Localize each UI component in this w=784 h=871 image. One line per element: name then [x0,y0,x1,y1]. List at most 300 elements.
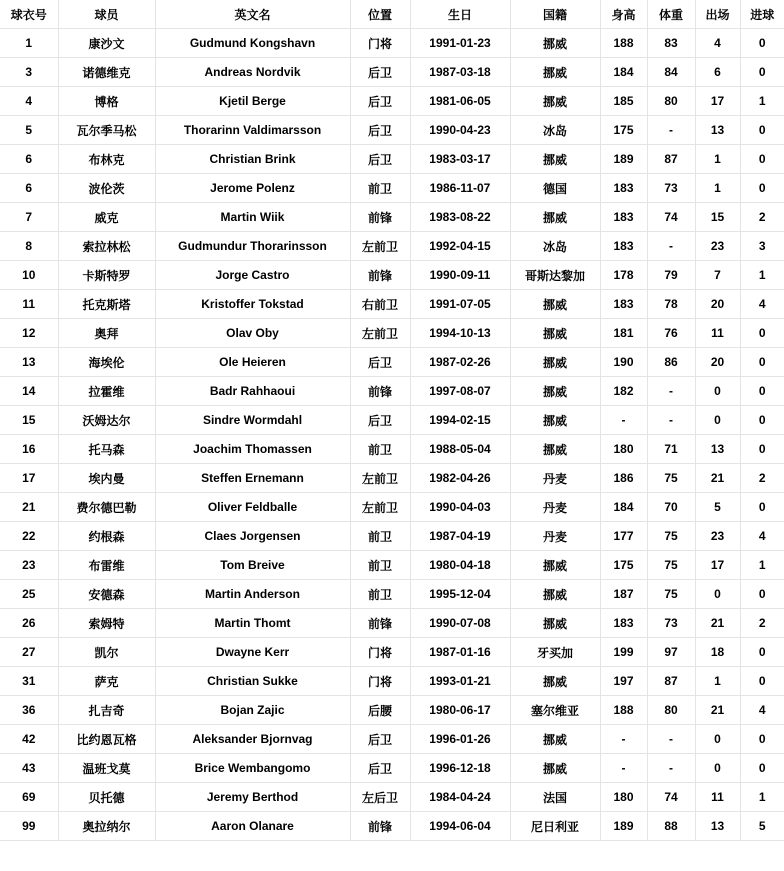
cell-appearances: 21 [695,609,740,638]
cell-weight: - [647,116,695,145]
cell-jersey-number: 69 [0,783,58,812]
column-header-nationality: 国籍 [510,0,600,29]
cell-position: 左前卫 [350,493,410,522]
cell-goals: 0 [740,406,784,435]
cell-jersey-number: 13 [0,348,58,377]
cell-goals: 0 [740,348,784,377]
cell-goals: 2 [740,203,784,232]
cell-weight: 76 [647,319,695,348]
cell-height: 185 [600,87,647,116]
cell-nationality: 挪威 [510,754,600,783]
cell-player-name: 瓦尔季马松 [58,116,155,145]
cell-nationality: 挪威 [510,551,600,580]
cell-jersey-number: 14 [0,377,58,406]
cell-player-name: 海埃伦 [58,348,155,377]
table-row [0,754,784,783]
cell-height: 199 [600,638,647,667]
cell-english-name: Bojan Zajic [155,696,350,725]
column-header-birthday: 生日 [410,0,510,29]
cell-jersey-number: 4 [0,87,58,116]
cell-jersey-number: 99 [0,812,58,841]
cell-appearances: 18 [695,638,740,667]
cell-appearances: 20 [695,348,740,377]
cell-weight: 75 [647,551,695,580]
cell-birthday: 1996-12-18 [410,754,510,783]
cell-english-name: Joachim Thomassen [155,435,350,464]
cell-english-name: Jerome Polenz [155,174,350,203]
cell-height: 188 [600,29,647,58]
cell-position: 右前卫 [350,290,410,319]
cell-nationality: 德国 [510,174,600,203]
cell-height: 183 [600,290,647,319]
cell-goals: 0 [740,174,784,203]
cell-height: 175 [600,551,647,580]
cell-english-name: Jeremy Berthod [155,783,350,812]
cell-player-name: 费尔德巴勒 [58,493,155,522]
cell-goals: 4 [740,290,784,319]
cell-height: 175 [600,116,647,145]
cell-jersey-number: 15 [0,406,58,435]
cell-jersey-number: 1 [0,29,58,58]
cell-weight: - [647,725,695,754]
cell-position: 后卫 [350,406,410,435]
table-row [0,116,784,145]
cell-birthday: 1987-02-26 [410,348,510,377]
cell-nationality: 挪威 [510,348,600,377]
cell-appearances: 0 [695,754,740,783]
cell-player-name: 奥拜 [58,319,155,348]
table-row [0,232,784,261]
cell-player-name: 布雷维 [58,551,155,580]
cell-nationality: 法国 [510,783,600,812]
table-row [0,435,784,464]
cell-goals: 3 [740,232,784,261]
cell-jersey-number: 21 [0,493,58,522]
cell-weight: - [647,754,695,783]
cell-height: 190 [600,348,647,377]
cell-appearances: 13 [695,435,740,464]
cell-english-name: Aaron Olanare [155,812,350,841]
cell-weight: 73 [647,174,695,203]
cell-birthday: 1990-04-23 [410,116,510,145]
cell-jersey-number: 43 [0,754,58,783]
column-header-appearances: 出场 [695,0,740,29]
cell-height: 186 [600,464,647,493]
table-row [0,638,784,667]
cell-nationality: 挪威 [510,725,600,754]
cell-goals: 0 [740,319,784,348]
cell-weight: - [647,377,695,406]
cell-appearances: 13 [695,812,740,841]
cell-weight: 78 [647,290,695,319]
cell-english-name: Christian Brink [155,145,350,174]
cell-jersey-number: 42 [0,725,58,754]
table-row [0,522,784,551]
cell-position: 门将 [350,29,410,58]
cell-player-name: 索拉林松 [58,232,155,261]
cell-height: - [600,406,647,435]
cell-english-name: Gudmundur Thorarinsson [155,232,350,261]
cell-weight: 87 [647,667,695,696]
cell-birthday: 1980-06-17 [410,696,510,725]
table-row [0,609,784,638]
table-row [0,290,784,319]
header-row [0,0,784,29]
cell-english-name: Olav Oby [155,319,350,348]
cell-english-name: Aleksander Bjornvag [155,725,350,754]
cell-jersey-number: 6 [0,174,58,203]
cell-jersey-number: 12 [0,319,58,348]
cell-birthday: 1987-04-19 [410,522,510,551]
table-row [0,696,784,725]
cell-birthday: 1986-11-07 [410,174,510,203]
cell-weight: 97 [647,638,695,667]
cell-nationality: 挪威 [510,87,600,116]
cell-position: 前卫 [350,522,410,551]
cell-goals: 0 [740,493,784,522]
cell-player-name: 安德森 [58,580,155,609]
cell-birthday: 1995-12-04 [410,580,510,609]
cell-nationality: 冰岛 [510,232,600,261]
cell-birthday: 1990-09-11 [410,261,510,290]
cell-player-name: 康沙文 [58,29,155,58]
cell-player-name: 博格 [58,87,155,116]
cell-birthday: 1990-04-03 [410,493,510,522]
cell-position: 门将 [350,667,410,696]
cell-appearances: 0 [695,377,740,406]
cell-height: 180 [600,783,647,812]
table-row [0,319,784,348]
cell-english-name: Brice Wembangomo [155,754,350,783]
cell-weight: 80 [647,87,695,116]
cell-height: 188 [600,696,647,725]
cell-weight: 88 [647,812,695,841]
cell-english-name: Kjetil Berge [155,87,350,116]
cell-player-name: 布林克 [58,145,155,174]
cell-height: 184 [600,58,647,87]
table-body [0,29,784,841]
cell-player-name: 波伦茨 [58,174,155,203]
cell-player-name: 托马森 [58,435,155,464]
cell-appearances: 0 [695,406,740,435]
table-row [0,812,784,841]
cell-position: 后卫 [350,58,410,87]
cell-appearances: 21 [695,696,740,725]
cell-jersey-number: 8 [0,232,58,261]
table-row [0,551,784,580]
table-row [0,725,784,754]
cell-height: 183 [600,203,647,232]
table-row [0,783,784,812]
cell-weight: 83 [647,29,695,58]
cell-appearances: 7 [695,261,740,290]
table-row [0,464,784,493]
cell-goals: 1 [740,551,784,580]
cell-goals: 0 [740,116,784,145]
cell-weight: 87 [647,145,695,174]
cell-english-name: Thorarinn Valdimarsson [155,116,350,145]
cell-height: 178 [600,261,647,290]
cell-english-name: Tom Breive [155,551,350,580]
cell-position: 前锋 [350,261,410,290]
cell-appearances: 13 [695,116,740,145]
cell-player-name: 沃姆达尔 [58,406,155,435]
cell-birthday: 1984-04-24 [410,783,510,812]
table-row [0,377,784,406]
cell-player-name: 诺德维克 [58,58,155,87]
cell-weight: 74 [647,783,695,812]
cell-goals: 1 [740,87,784,116]
cell-height: 183 [600,232,647,261]
column-header-jersey-number: 球衣号 [0,0,58,29]
cell-player-name: 萨克 [58,667,155,696]
cell-birthday: 1983-08-22 [410,203,510,232]
cell-weight: 86 [647,348,695,377]
cell-position: 前锋 [350,609,410,638]
cell-nationality: 尼日利亚 [510,812,600,841]
cell-nationality: 挪威 [510,145,600,174]
cell-position: 前卫 [350,174,410,203]
cell-height: 197 [600,667,647,696]
cell-nationality: 挪威 [510,435,600,464]
cell-english-name: Oliver Feldballe [155,493,350,522]
table-row [0,29,784,58]
cell-height: 189 [600,812,647,841]
cell-goals: 2 [740,609,784,638]
table-row [0,203,784,232]
cell-nationality: 塞尔维亚 [510,696,600,725]
cell-position: 后卫 [350,145,410,174]
cell-english-name: Martin Wiik [155,203,350,232]
cell-weight: 79 [647,261,695,290]
cell-weight: 73 [647,609,695,638]
cell-english-name: Steffen Ernemann [155,464,350,493]
cell-player-name: 埃内曼 [58,464,155,493]
cell-goals: 2 [740,464,784,493]
table-row [0,493,784,522]
cell-english-name: Martin Anderson [155,580,350,609]
cell-jersey-number: 36 [0,696,58,725]
cell-appearances: 1 [695,145,740,174]
cell-position: 前锋 [350,377,410,406]
cell-player-name: 约根森 [58,522,155,551]
cell-player-name: 比约恩瓦格 [58,725,155,754]
cell-birthday: 1991-07-05 [410,290,510,319]
cell-appearances: 0 [695,725,740,754]
cell-appearances: 6 [695,58,740,87]
cell-jersey-number: 7 [0,203,58,232]
column-header-player-name: 球员 [58,0,155,29]
cell-height: 180 [600,435,647,464]
cell-weight: 75 [647,580,695,609]
cell-height: 177 [600,522,647,551]
cell-weight: - [647,232,695,261]
cell-jersey-number: 27 [0,638,58,667]
cell-goals: 0 [740,725,784,754]
cell-nationality: 冰岛 [510,116,600,145]
cell-goals: 5 [740,812,784,841]
cell-appearances: 4 [695,29,740,58]
cell-jersey-number: 22 [0,522,58,551]
cell-player-name: 扎吉奇 [58,696,155,725]
cell-weight: - [647,406,695,435]
cell-birthday: 1996-01-26 [410,725,510,754]
cell-birthday: 1991-01-23 [410,29,510,58]
cell-goals: 0 [740,377,784,406]
cell-player-name: 拉霍维 [58,377,155,406]
table-row [0,174,784,203]
cell-goals: 0 [740,580,784,609]
cell-position: 左前卫 [350,319,410,348]
cell-position: 后腰 [350,696,410,725]
cell-position: 前卫 [350,580,410,609]
cell-nationality: 挪威 [510,580,600,609]
table-row [0,667,784,696]
cell-jersey-number: 3 [0,58,58,87]
cell-english-name: Sindre Wormdahl [155,406,350,435]
cell-weight: 70 [647,493,695,522]
cell-goals: 1 [740,783,784,812]
cell-goals: 0 [740,145,784,174]
cell-player-name: 托克斯塔 [58,290,155,319]
column-header-height: 身高 [600,0,647,29]
cell-nationality: 丹麦 [510,522,600,551]
cell-english-name: Andreas Nordvik [155,58,350,87]
cell-jersey-number: 25 [0,580,58,609]
cell-height: 184 [600,493,647,522]
cell-position: 左后卫 [350,783,410,812]
cell-goals: 0 [740,58,784,87]
column-header-weight: 体重 [647,0,695,29]
cell-position: 左前卫 [350,464,410,493]
table-row [0,58,784,87]
cell-position: 后卫 [350,348,410,377]
cell-appearances: 23 [695,232,740,261]
table-row [0,406,784,435]
cell-player-name: 贝托德 [58,783,155,812]
cell-birthday: 1994-02-15 [410,406,510,435]
cell-player-name: 卡斯特罗 [58,261,155,290]
table-row [0,348,784,377]
cell-nationality: 丹麦 [510,493,600,522]
cell-player-name: 索姆特 [58,609,155,638]
cell-goals: 0 [740,435,784,464]
cell-appearances: 17 [695,87,740,116]
cell-appearances: 5 [695,493,740,522]
cell-english-name: Gudmund Kongshavn [155,29,350,58]
cell-birthday: 1982-04-26 [410,464,510,493]
cell-weight: 75 [647,522,695,551]
cell-nationality: 挪威 [510,667,600,696]
cell-height: 187 [600,580,647,609]
cell-nationality: 挪威 [510,290,600,319]
cell-birthday: 1994-10-13 [410,319,510,348]
cell-height: 183 [600,609,647,638]
cell-birthday: 1983-03-17 [410,145,510,174]
cell-goals: 0 [740,29,784,58]
cell-jersey-number: 17 [0,464,58,493]
cell-appearances: 21 [695,464,740,493]
cell-birthday: 1992-04-15 [410,232,510,261]
cell-english-name: Martin Thomt [155,609,350,638]
cell-birthday: 1993-01-21 [410,667,510,696]
cell-weight: 71 [647,435,695,464]
cell-nationality: 挪威 [510,58,600,87]
cell-appearances: 15 [695,203,740,232]
cell-english-name: Kristoffer Tokstad [155,290,350,319]
cell-jersey-number: 11 [0,290,58,319]
cell-birthday: 1988-05-04 [410,435,510,464]
cell-jersey-number: 6 [0,145,58,174]
column-header-goals: 进球 [740,0,784,29]
cell-height: - [600,725,647,754]
cell-goals: 4 [740,696,784,725]
cell-nationality: 哥斯达黎加 [510,261,600,290]
cell-player-name: 温班戈莫 [58,754,155,783]
cell-appearances: 20 [695,290,740,319]
cell-position: 后卫 [350,725,410,754]
cell-goals: 0 [740,667,784,696]
cell-birthday: 1981-06-05 [410,87,510,116]
cell-weight: 80 [647,696,695,725]
cell-jersey-number: 26 [0,609,58,638]
column-header-english-name: 英文名 [155,0,350,29]
cell-goals: 4 [740,522,784,551]
cell-english-name: Badr Rahhaoui [155,377,350,406]
cell-english-name: Dwayne Kerr [155,638,350,667]
table-row [0,87,784,116]
cell-appearances: 23 [695,522,740,551]
cell-jersey-number: 5 [0,116,58,145]
cell-height: 181 [600,319,647,348]
cell-appearances: 1 [695,667,740,696]
cell-english-name: Christian Sukke [155,667,350,696]
cell-weight: 74 [647,203,695,232]
cell-nationality: 挪威 [510,377,600,406]
column-header-position: 位置 [350,0,410,29]
cell-player-name: 奥拉纳尔 [58,812,155,841]
cell-nationality: 挪威 [510,609,600,638]
cell-jersey-number: 10 [0,261,58,290]
cell-nationality: 挪威 [510,319,600,348]
cell-position: 门将 [350,638,410,667]
cell-position: 后卫 [350,116,410,145]
cell-english-name: Jorge Castro [155,261,350,290]
cell-birthday: 1997-08-07 [410,377,510,406]
cell-player-name: 威克 [58,203,155,232]
cell-appearances: 0 [695,580,740,609]
cell-birthday: 1987-03-18 [410,58,510,87]
table-row [0,145,784,174]
cell-nationality: 牙买加 [510,638,600,667]
cell-position: 前卫 [350,435,410,464]
cell-birthday: 1980-04-18 [410,551,510,580]
cell-appearances: 11 [695,319,740,348]
cell-nationality: 挪威 [510,29,600,58]
cell-english-name: Claes Jorgensen [155,522,350,551]
cell-goals: 0 [740,638,784,667]
cell-birthday: 1987-01-16 [410,638,510,667]
cell-position: 左前卫 [350,232,410,261]
cell-weight: 84 [647,58,695,87]
cell-birthday: 1994-06-04 [410,812,510,841]
cell-jersey-number: 31 [0,667,58,696]
cell-appearances: 1 [695,174,740,203]
cell-appearances: 11 [695,783,740,812]
table-header [0,0,784,29]
cell-height: 183 [600,174,647,203]
cell-height: - [600,754,647,783]
